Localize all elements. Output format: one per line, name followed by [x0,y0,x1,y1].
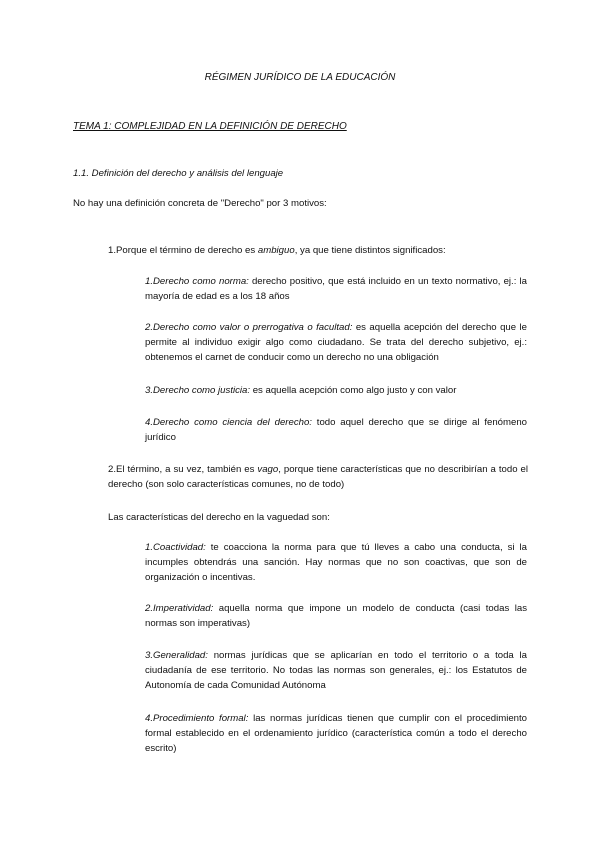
point-1-paragraph: 1.Porque el término de derecho es ambiguo, ya que tiene distintos significados: [108,245,446,256]
point-2-paragraph: 2.El término, a su vez, también es vago, porque tiene características que no describirían a todo el derecho (son solo características comunes, no de todo) [108,464,529,490]
characteristic-item: 4.Procedimiento formal: las normas jurídicas tienen que cumplir con el procedimiento formal establecido en el ordenamiento jurídico (característica común a todo el derecho escrito) [145,713,527,754]
characteristic-item: 1.Coactividad: te coacciona la norma para que tú lleves a cabo una conducta, si la incumples obtendrás una sanción. Hay normas que no son coactivas, que son de organización o incentivas. [145,542,527,583]
intro-paragraph: No hay una definición concreta de "Derecho" por 3 motivos: [73,198,327,209]
meaning-item: 1.Derecho como norma: derecho positivo, que está incluido en un texto normativo, ej.: la mayoría de edad es a los 18 años [145,276,527,302]
section-heading: 1.1. Definición del derecho y análisis del lenguaje [73,168,284,179]
vagueness-intro: Las características del derecho en la vaguedad son: [108,512,330,523]
meaning-item: 3.Derecho como justicia: es aquella acepción como algo justo y con valor [145,385,457,396]
document-title: RÉGIMEN JURÍDICO DE LA EDUCACIÓN [204,72,396,83]
characteristic-item: 2.Imperatividad: aquella norma que impone un modelo de conducta (casi todas las normas son imperativas) [145,603,527,629]
point-1-term: ambiguo [257,245,295,256]
characteristic-item: 3.Generalidad: normas jurídicas que se aplicarían en todo el territorio o a toda la ciudadanía de ese territorio. No todas las normas son generales, ej.: los Estatutos de Autonomía de cada Comunidad Autónoma [145,650,527,691]
meaning-item: 2.Derecho como valor o prerrogativa o facultad: es aquella acepción del derecho que le permite al individuo exigir algo como ciudadano. Se trata del derecho subjetivo, ej.: obtenemos el carnet de conducir como un derecho no una obligación [145,322,527,363]
topic-heading: TEMA 1: COMPLEJIDAD EN LA DEFINICIÓN DE DERECHO [73,121,347,132]
point-2-term: vago [257,464,279,475]
meaning-item: 4.Derecho como ciencia del derecho: todo aquel derecho que se dirige al fenómeno jurídico [145,417,527,443]
